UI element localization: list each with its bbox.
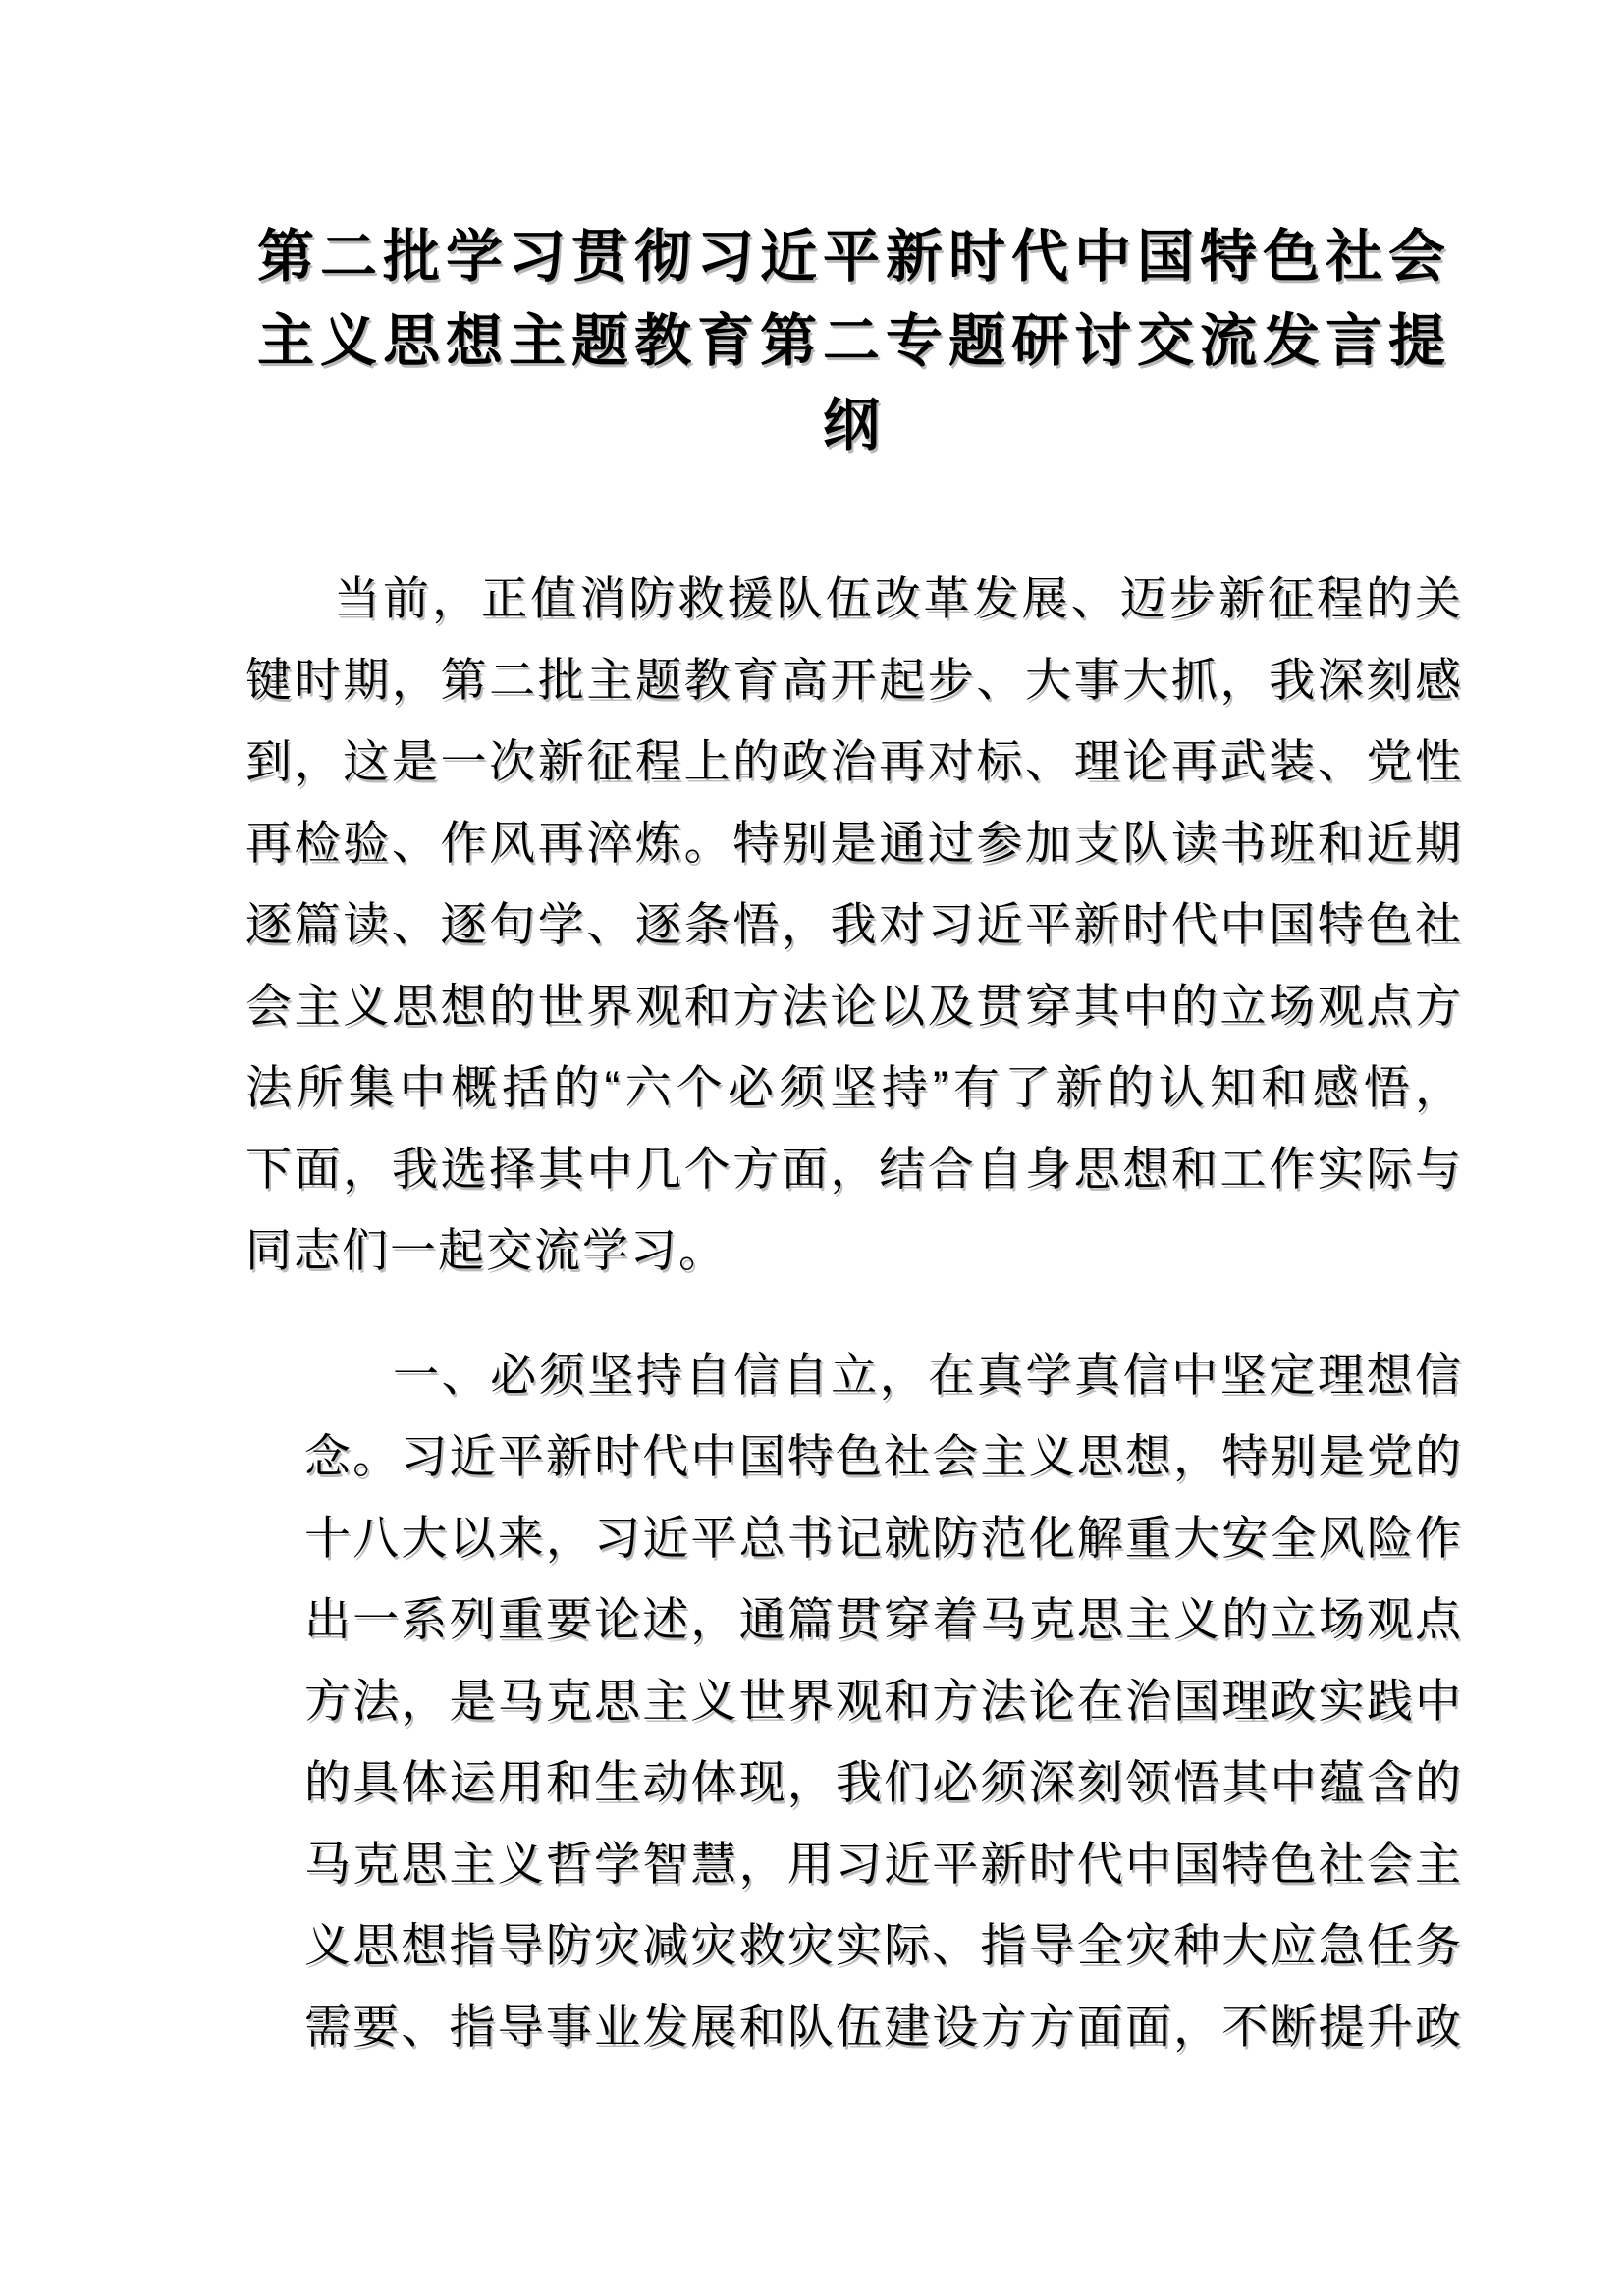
text-line: 下面，我选择其中几个方面，结合自身思想和工作实际与 — [245, 1143, 1463, 1195]
text-line: 的具体运用和生动体现，我们必须深刻领悟其中蕴含的 — [304, 1756, 1463, 1808]
document-title: 第二批学习贯彻习近平新时代中国特色社会主义思想主题教育第二专题研讨交流发言提纲 — [256, 225, 1451, 457]
text-line: 到，这是一次新征程上的政治再对标、理论再武装、党性 — [245, 735, 1463, 787]
paragraph-1 — [245, 558, 1463, 1291]
text-line: 会主义思想的世界观和方法论以及贯穿其中的立场观点方 — [245, 980, 1463, 1032]
text-line: 念。习近平新时代中国特色社会主义思想，特别是党的 — [304, 1430, 1463, 1482]
text-line: 法所集中概括的“六个必须坚持”有了新的认知和感悟， — [245, 1061, 1463, 1113]
text-line: 需要、指导事业发展和队伍建设方方面面，不断提升政 — [304, 2001, 1463, 2053]
text-line: 义思想指导防灾减灾救灾实际、指导全灾种大应急任务 — [304, 1919, 1463, 1971]
text-line: 马克思主义哲学智慧，用习近平新时代中国特色社会主 — [304, 1838, 1463, 1890]
text-line: 逐篇读、逐句学、逐条悟，我对习近平新时代中国特色社 — [245, 898, 1463, 950]
text-line: 出一系列重要论述，通篇贯穿着马克思主义的立场观点 — [304, 1593, 1463, 1645]
text-line: 十八大以来，习近平总书记就防范化解重大安全风险作 — [304, 1512, 1463, 1564]
paragraph-2 — [304, 1334, 1463, 2067]
text-line: 键时期，第二批主题教育高开起步、大事大抓，我深刻感 — [245, 654, 1463, 706]
text-line: 当前，正值消防救援队伍改革发展、迈步新征程的关 — [334, 572, 1463, 624]
text-line: 一、必须坚持自信自立，在真学真信中坚定理想信 — [393, 1349, 1463, 1401]
text-line: 再检验、作风再淬炼。特别是通过参加支队读书班和近期 — [245, 817, 1463, 869]
document-body — [245, 558, 1463, 2067]
text-line: 方法，是马克思主义世界观和方法论在治国理政实践中 — [304, 1675, 1463, 1727]
text-line: 同志们一起交流学习。 — [245, 1224, 727, 1276]
